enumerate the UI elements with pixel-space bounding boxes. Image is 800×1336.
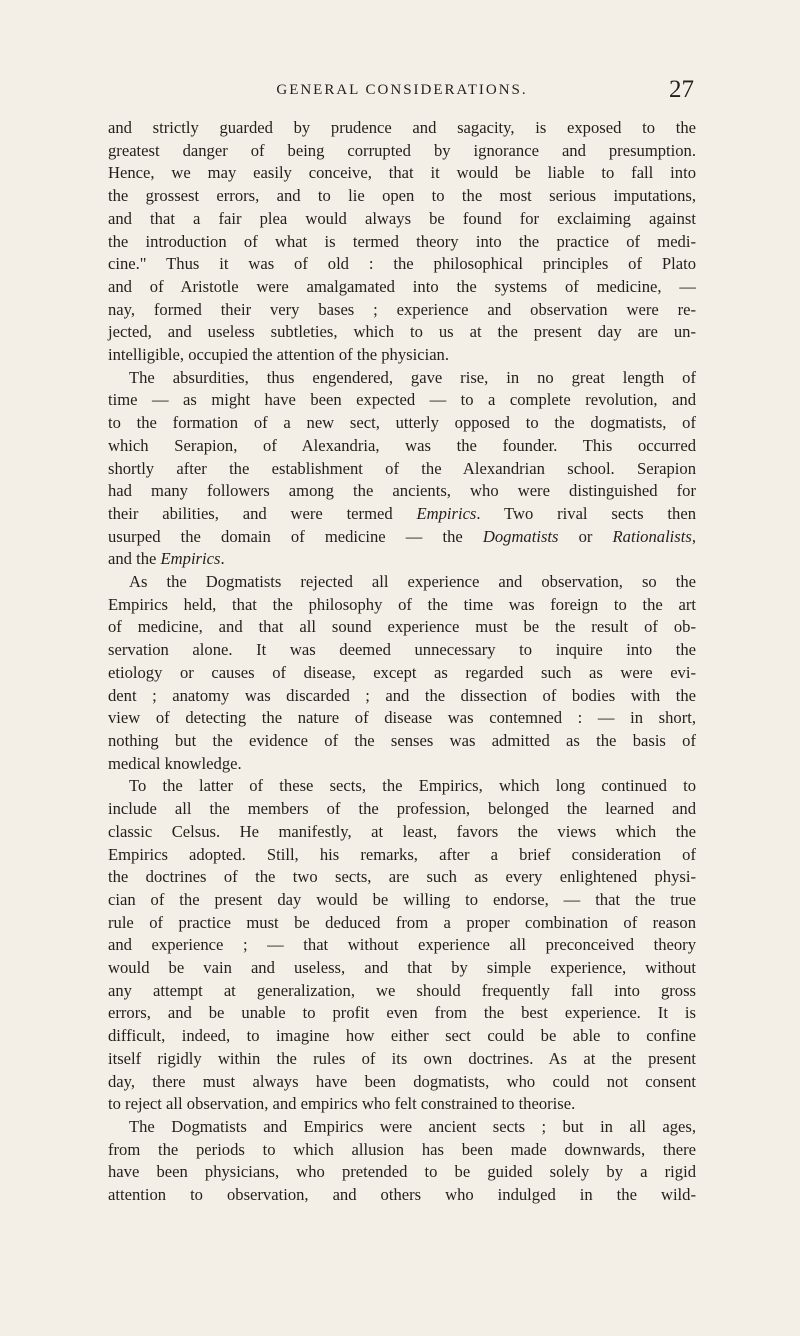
- page-header: [110, 78, 694, 106]
- text-line: from the periods to which allusion has been made downwards, there: [108, 1139, 696, 1159]
- text-line: and of Aristotle were amalgamated into the systems of medicine, —: [108, 276, 696, 296]
- text-line: etiology or causes of disease, except as regarded such as were evi-: [108, 662, 696, 682]
- text-line: of medicine, and that all sound experience must be the result of ob-: [108, 617, 696, 637]
- text-line: shortly after the establishment of the Alexandrian school. Serapion: [108, 458, 696, 478]
- text-line: errors, and be unable to profit even from the best experience. It is: [108, 1003, 696, 1023]
- text-line: To the latter of these sects, the Empirics, which long continued to: [129, 776, 696, 796]
- text-line: medical knowledge.: [108, 753, 242, 773]
- text-line: and that a fair plea would always be found for exclaiming against: [108, 208, 696, 228]
- text-line: classic Celsus. He manifestly, at least, favors the views which the: [108, 821, 696, 841]
- text-line: have been physicians, who pretended to be guided solely by a rigid: [108, 1162, 696, 1182]
- text-line: cine." Thus it was of old : the philosophical principles of Plato: [108, 254, 696, 274]
- text-line: dent ; anatomy was discarded ; and the dissection of bodies with the: [108, 685, 696, 705]
- running-head: GENERAL CONSIDERATIONS.: [276, 82, 528, 98]
- text-line: would be vain and useless, and that by simple experience, without: [108, 958, 696, 978]
- page-number: 27: [669, 76, 694, 103]
- text-line: nay, formed their very bases ; experience and observation were re-: [108, 299, 696, 319]
- paragraph: [108, 1116, 696, 1207]
- text-line: to reject all observation, and empirics who felt constrained to theorise.: [108, 1094, 576, 1114]
- text-line: Empirics adopted. Still, his remarks, after a brief consideration of: [108, 844, 696, 864]
- text-line: Empirics held, that the philosophy of the time was foreign to the art: [108, 594, 696, 614]
- text-line: attention to observation, and others who indulged in the wild-: [108, 1185, 696, 1205]
- text-line: itself rigidly within the rules of its own doctrines. As at the present: [108, 1048, 696, 1068]
- text-line: include all the members of the profession, belonged the learned and: [108, 799, 696, 819]
- text-line: to the formation of a new sect, utterly opposed to the dogmatists, of: [108, 413, 696, 433]
- paragraph: [108, 367, 696, 571]
- text-line: nothing but the evidence of the senses was admitted as the basis of: [108, 730, 696, 750]
- text-line: view of detecting the nature of disease was contemned : — in short,: [108, 708, 696, 728]
- text-line: jected, and useless subtleties, which to us at the present day are un-: [108, 322, 696, 342]
- text-line: which Serapion, of Alexandria, was the founder. This occurred: [108, 435, 696, 455]
- text-line: time — as might have been expected — to a complete revolution, and: [108, 390, 696, 410]
- paragraph: [108, 117, 696, 367]
- text-line: the introduction of what is termed theory into the practice of medi-: [108, 231, 696, 251]
- text-line: and experience ; — that without experience all preconceived theory: [108, 935, 696, 955]
- text-line: As the Dogmatists rejected all experience and observation, so the: [129, 572, 696, 592]
- text-line: day, there must always have been dogmatists, who could not consent: [108, 1071, 696, 1091]
- text-line: The absurdities, thus engendered, gave rise, in no great length of: [129, 367, 696, 387]
- text-line: their abilities, and were termed Empirics. Two rival sects then: [108, 503, 697, 523]
- text-line: had many followers among the ancients, who were distinguished for: [108, 481, 696, 501]
- text-line: servation alone. It was deemed unnecessary to inquire into the: [108, 640, 696, 660]
- text-line: Hence, we may easily conceive, that it would be liable to fall into: [108, 163, 696, 183]
- text-line: difficult, indeed, to imagine how either sect could be able to confine: [108, 1026, 696, 1046]
- text-line: rule of practice must be deduced from a proper combination of reason: [108, 912, 696, 932]
- text-line: The Dogmatists and Empirics were ancient sects ; but in all ages,: [129, 1116, 696, 1136]
- text-line: the grossest errors, and to lie open to the most serious imputations,: [108, 186, 696, 206]
- body-text: [108, 117, 696, 1207]
- text-line: any attempt at generalization, we should frequently fall into gross: [108, 980, 696, 1000]
- paragraph: [108, 775, 696, 1116]
- text-line: the doctrines of the two sects, are such as every enlightened physi-: [108, 867, 696, 887]
- text-line: and strictly guarded by prudence and sagacity, is exposed to the: [108, 118, 696, 137]
- text-line: usurped the domain of medicine — the Dogmatists or Rationalists,: [108, 526, 696, 546]
- text-line: cian of the present day would be willing to endorse, — that the true: [108, 889, 696, 909]
- paragraph: [108, 571, 696, 775]
- text-line: intelligible, occupied the attention of the physician.: [108, 345, 449, 365]
- text-line: and the Empirics.: [108, 549, 225, 569]
- text-line: greatest danger of being corrupted by ignorance and presumption.: [108, 140, 696, 160]
